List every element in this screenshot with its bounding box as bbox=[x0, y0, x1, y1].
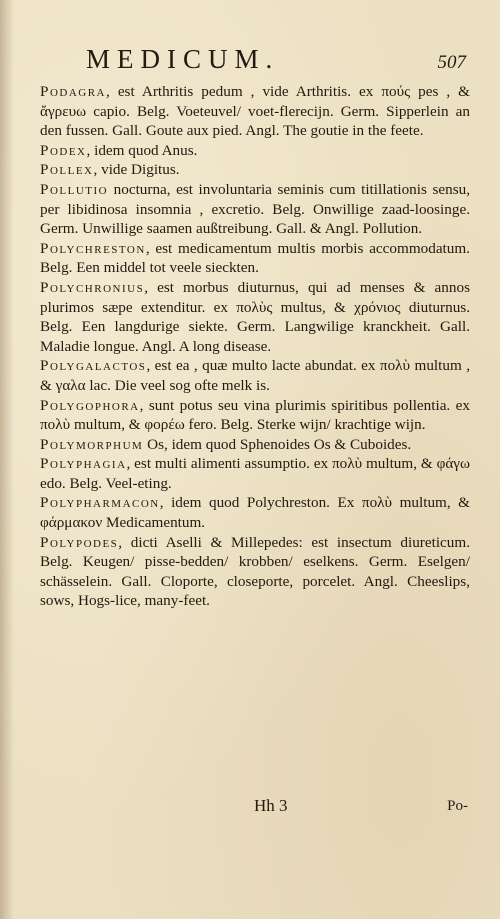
entry-podex bbox=[40, 141, 470, 161]
entry-headword: Polyphagia bbox=[40, 455, 127, 473]
entry-polypharmacon bbox=[40, 493, 470, 532]
page-gutter-shadow bbox=[0, 0, 14, 919]
entry-polypodes bbox=[40, 533, 470, 611]
entry-text: , est Arthritis pedum , vide Arthritis. ex πούς pes , & ἄγρευω capio. Belg. Voeteuvel/ voet-flerecijn. Germ. Sipperlein an den fussen. Gall. Goute aux pied. Angl. The goutie in the feete. bbox=[40, 83, 470, 140]
entry-text: , vide Digitus. bbox=[93, 161, 180, 179]
entry-polygalactos bbox=[40, 356, 470, 395]
entry-headword: Polychronius bbox=[40, 278, 145, 296]
entry-text: , est multi alimenti assumptio. ex πολὺ multum, & φάγω edo. Belg. Veel-eting. bbox=[40, 455, 470, 492]
page-header bbox=[86, 44, 470, 80]
entry-polymorphum bbox=[40, 435, 470, 455]
entry-text: , est morbus diuturnus, qui ad menses & annos plurimos sæpe extenditur. ex πολὺς multus, & χρόνιος diuturnus. Belg. Een langdurige siekte. Germ. Langwilige kranckheit. Gall. Maladie longue. Angl. A long disease. bbox=[40, 278, 470, 355]
entry-text: Os, idem quod Sphenoides Os & Cuboides. bbox=[143, 435, 412, 453]
entry-text: , est ea , quæ multo lacte abundat. ex πολὺ multum , & γαλα lac. Die veel sog ofte melk is. bbox=[40, 357, 470, 394]
entry-text: , idem quod Anus. bbox=[86, 141, 198, 159]
entry-pollex bbox=[40, 160, 470, 180]
entry-headword: Pollex bbox=[40, 161, 94, 179]
entry-headword: Polypharmacon bbox=[40, 494, 160, 512]
catchword: Po- bbox=[447, 798, 468, 814]
entry-text: , est medicamentum multis morbis accommodatum. Belg. Een middel tot veele sieckten. bbox=[40, 239, 470, 277]
page-number: 507 bbox=[437, 52, 466, 73]
running-head: MEDICUM. bbox=[86, 44, 280, 74]
entry-text: , sunt potus seu vina plurimis spiritibus pollentia. ex πολὺ multum, & φορέω fero. Belg. Sterke wijn/ krachtige wijn. bbox=[40, 396, 470, 434]
entry-polyphagia bbox=[40, 454, 470, 493]
entry-headword: Polypodes bbox=[40, 533, 119, 551]
entry-headword: Pollutio bbox=[40, 180, 109, 198]
entry-headword: Polygalactos bbox=[40, 357, 147, 375]
entry-headword: Polygophora bbox=[40, 396, 140, 414]
entry-headword: Podex bbox=[40, 141, 87, 159]
entry-headword: Polychreston bbox=[40, 239, 146, 257]
entry-polychreston bbox=[40, 239, 470, 278]
entry-text: , dicti Aselli & Millepedes: est insectum diureticum. Belg. Keugen/ pisse-bedden/ krobben/ eselkens. Germ. Eselgen/ schässelein. Gall. Cloporte, closeporte, porcelet. Angl. Cheeslips, sows, Hogs-lice, many-feet. bbox=[40, 533, 470, 610]
entry-polygophora bbox=[40, 396, 470, 435]
page-footer bbox=[40, 796, 470, 820]
signature-mark: Hh 3 bbox=[254, 796, 288, 815]
entry-text: nocturna, est involuntaria seminis cum titillationis sensu, per libidinosa insomnia , excretio. Belg. Onwillige zaad-loosinge. Germ. Unwillige saamen außtreibung. Gall. & Angl. Pollution. bbox=[40, 180, 470, 238]
entry-polychronius bbox=[40, 278, 470, 356]
dictionary-body bbox=[40, 82, 470, 611]
entry-text: , idem quod Polychreston. Ex πολὺ multum, & φάρμακον Medicamentum. bbox=[40, 494, 470, 532]
entry-pollutio bbox=[40, 180, 470, 239]
entry-headword: Polymorphum bbox=[40, 435, 144, 453]
entry-podagra bbox=[40, 82, 470, 141]
entry-headword: Podagra bbox=[40, 83, 107, 100]
